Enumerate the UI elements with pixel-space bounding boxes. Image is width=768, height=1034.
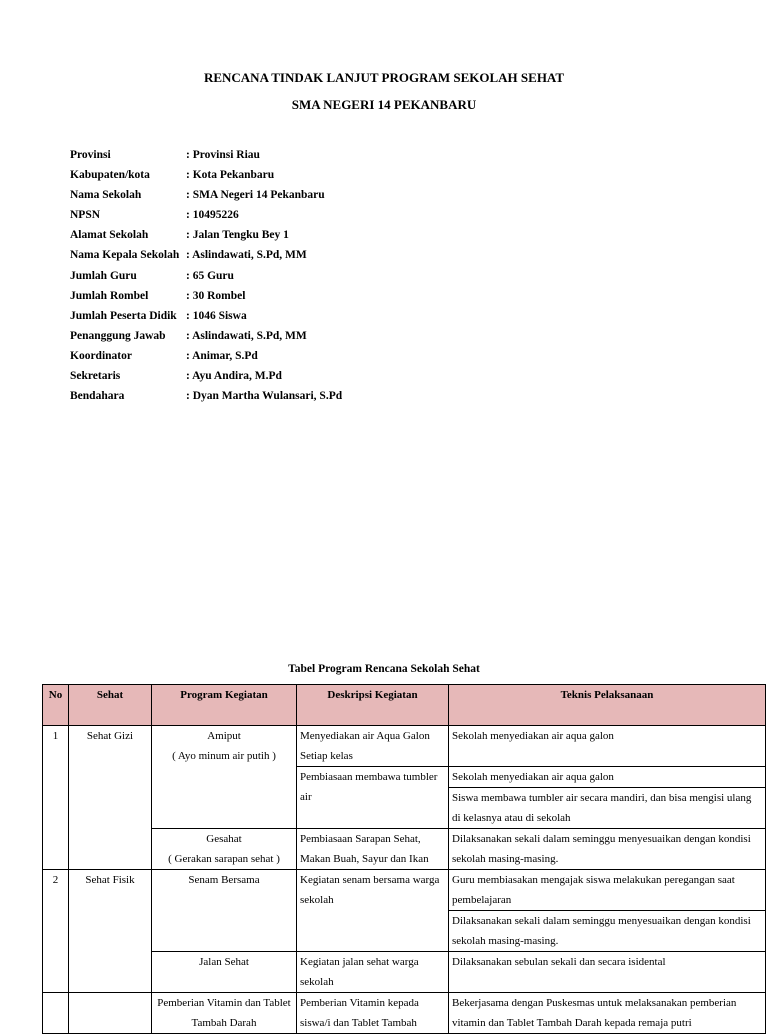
header-teknis-pelaksanaan: Teknis Pelaksanaan xyxy=(449,685,766,726)
info-label: Jumlah Guru xyxy=(70,269,137,282)
program-name-cell: Amiput ( Ayo minum air putih ) xyxy=(152,726,297,829)
technique-cell: Dilaksanakan sekali dalam seminggu menyesuaikan dengan kondisi sekolah masing-masing. xyxy=(449,911,766,952)
header-no: No xyxy=(43,685,69,726)
info-row-provinsi xyxy=(70,149,342,169)
info-value: : Dyan Martha Wulansari, S.Pd xyxy=(186,390,343,403)
info-value: : Aslindawati, S.Pd, MM xyxy=(186,329,307,342)
info-row-alamat xyxy=(70,229,342,249)
description-cell: Kegiatan jalan sehat warga sekolah xyxy=(297,952,449,993)
row-no-cell xyxy=(43,993,69,1034)
program-name-cell: Jalan Sehat xyxy=(152,952,297,993)
header-sehat: Sehat xyxy=(69,685,152,726)
row-sehat-cell: Sehat Gizi xyxy=(69,726,152,870)
description-cell: Pembiasaan Sarapan Sehat, Makan Buah, Sayur dan Ikan xyxy=(297,829,449,870)
info-row-kabupaten xyxy=(70,169,342,189)
table-row xyxy=(43,870,766,911)
table-caption: Tabel Program Rencana Sekolah Sehat xyxy=(288,663,480,675)
info-value: : 10495226 xyxy=(186,209,239,222)
info-label: Sekretaris xyxy=(70,370,121,383)
header-deskripsi-kegiatan: Deskripsi Kegiatan xyxy=(297,685,449,726)
info-label: Kabupaten/kota xyxy=(70,169,150,182)
table-row xyxy=(43,952,766,993)
info-row-koordinator xyxy=(70,350,342,370)
description-cell: Pemberian Vitamin kepada siswa/i dan Tablet Tambah xyxy=(297,993,449,1034)
description-cell: Kegiatan senam bersama warga sekolah xyxy=(297,870,449,952)
info-row-peserta-didik xyxy=(70,310,342,330)
info-row-jumlah-rombel xyxy=(70,290,342,310)
school-name-title: SMA NEGERI 14 PEKANBARU xyxy=(291,97,477,112)
info-value: : Animar, S.Pd xyxy=(186,349,258,362)
info-label: Penanggung Jawab xyxy=(70,329,166,342)
row-no-cell: 1 xyxy=(43,726,69,870)
info-row-jumlah-guru xyxy=(70,270,342,290)
info-value: : Aslindawati, S.Pd, MM xyxy=(186,249,307,262)
info-label: Provinsi xyxy=(70,149,111,161)
info-value: : 65 Guru xyxy=(186,269,234,282)
technique-cell: Dilaksanakan sekali dalam seminggu menyesuaikan dengan kondisi sekolah masing-masing. xyxy=(449,829,766,870)
info-label: Bendahara xyxy=(70,390,125,403)
description-cell: Menyediakan air Aqua Galon Setiap kelas xyxy=(297,726,449,767)
info-row-nama-sekolah xyxy=(70,189,342,209)
program-name-cell: Senam Bersama xyxy=(152,870,297,952)
technique-cell: Sekolah menyediakan air aqua galon xyxy=(449,726,766,767)
info-label: Nama Sekolah xyxy=(70,189,142,202)
program-name-cell: Gesahat ( Gerakan sarapan sehat ) xyxy=(152,829,297,870)
info-row-penanggung-jawab xyxy=(70,330,342,350)
info-value: : Jalan Tengku Bey 1 xyxy=(186,229,289,242)
technique-cell: Sekolah menyediakan air aqua galon xyxy=(449,767,766,788)
technique-cell: Guru membiasakan mengajak siswa melakukan peregangan saat pembelajaran xyxy=(449,870,766,911)
info-label: Jumlah Rombel xyxy=(70,289,149,302)
info-value: : 1046 Siswa xyxy=(186,309,247,322)
row-sehat-cell xyxy=(69,993,152,1034)
info-value: : 30 Rombel xyxy=(186,289,246,302)
info-label: Alamat Sekolah xyxy=(70,229,149,242)
program-name-cell: Pemberian Vitamin dan Tablet Tambah Darah xyxy=(152,993,297,1034)
table-row xyxy=(43,726,766,767)
table-header-row xyxy=(43,685,766,726)
info-row-bendahara xyxy=(70,390,342,410)
info-row-sekretaris xyxy=(70,370,342,390)
description-cell: Pembiasaan membawa tumbler air xyxy=(297,767,449,829)
technique-cell: Siswa membawa tumbler air secara mandiri, dan bisa mengisi ulang di kelasnya atau di sekolah xyxy=(449,788,766,829)
info-row-npsn xyxy=(70,209,342,229)
info-label: NPSN xyxy=(70,209,101,222)
row-sehat-cell: Sehat Fisik xyxy=(69,870,152,993)
technique-cell: Bekerjasama dengan Puskesmas untuk melaksanakan pemberian vitamin dan Tablet Tambah Darah kepada remaja putri xyxy=(449,993,766,1034)
info-value: : Ayu Andira, M.Pd xyxy=(186,370,282,383)
info-row-kepala-sekolah xyxy=(70,249,342,269)
info-label: Koordinator xyxy=(70,349,132,362)
info-value: : Kota Pekanbaru xyxy=(186,169,275,182)
info-value: : Provinsi Riau xyxy=(186,149,260,161)
row-no-cell: 2 xyxy=(43,870,69,993)
program-table xyxy=(42,684,766,1034)
info-label: Jumlah Peserta Didik xyxy=(70,309,177,322)
info-value: : SMA Negeri 14 Pekanbaru xyxy=(186,189,325,202)
header-program-kegiatan: Program Kegiatan xyxy=(152,685,297,726)
table-row xyxy=(43,993,766,1034)
technique-cell: Dilaksanakan sebulan sekali dan secara isidental xyxy=(449,952,766,993)
school-info-list xyxy=(70,149,342,410)
info-label: Nama Kepala Sekolah xyxy=(70,249,180,262)
document-title: RENCANA TINDAK LANJUT PROGRAM SEKOLAH SEHAT xyxy=(203,70,565,85)
